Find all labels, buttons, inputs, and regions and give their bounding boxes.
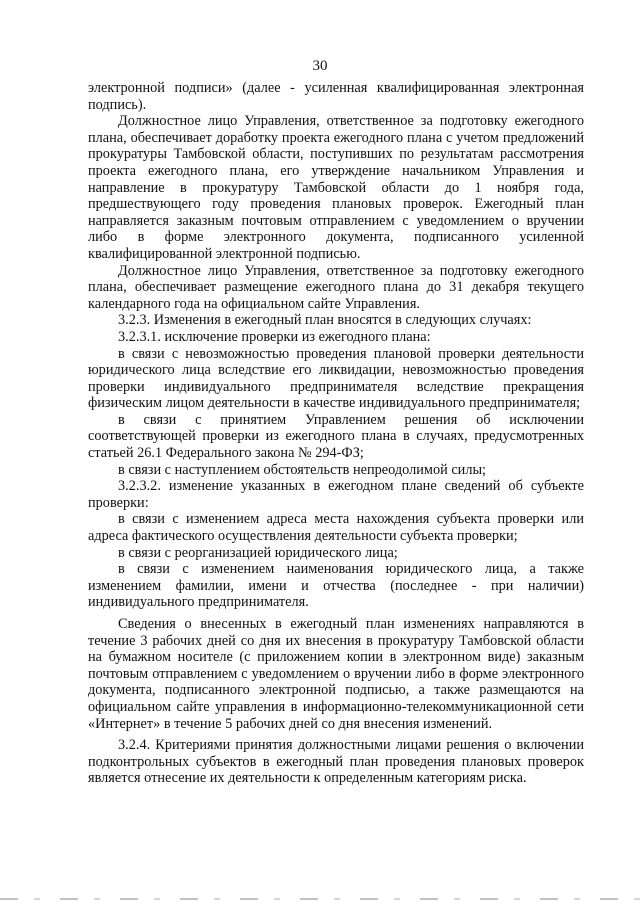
paragraph: Сведения о внесенных в ежегодный план изменениях направляются в течение 3 рабочих дней со дня их внесения в прокуратуру Тамбовской области на бумажном носителе (с приложением копии в электронном виде) заказным почтовым отправлением с уведомлением о вручении либо в форме электронного документа, подписанного электронной подписью, а также размещаются на официальном сайте управления в информационно-телекоммуникационной сети «Интернет» в течение 5 рабочих дней со дня внесения изменений. — [88, 616, 584, 732]
paragraph: в связи с изменением наименования юридического лица, а также изменением фамилии, имени и отчества (последнее - при наличии) индивидуального предпринимателя. — [88, 561, 584, 611]
page-number: 30 — [312, 58, 328, 74]
paragraph: электронной подписи» (далее - усиленная квалифицированная электронная подпись). — [88, 80, 584, 113]
paragraph: 3.2.3.1. исключение проверки из ежегодного плана: — [118, 328, 431, 345]
paragraph: 3.2.4. Критериями принятия должностными лицами решения о включении подконтрольных субъектов в ежегодный план проведения плановых проверок является отнесение их деятельности к определенным категориям риска. — [88, 737, 584, 787]
paragraph: в связи с реорганизацией юридического лица; — [118, 544, 398, 561]
paragraph: в связи с принятием Управлением решения об исключении соответствующей проверки из ежегодного плана в случаях, предусмотренных статьей 26.1 Федерального закона № 294-ФЗ; — [88, 411, 584, 462]
paragraph: в связи с невозможностью проведения плановой проверки деятельности юридического лица вследствие его ликвидации, невозможностью проведения проверки индивидуального предпринимателя вследствие прекращения физическим лицом деятельности в качестве индивидуального предпринимателя; — [88, 345, 584, 412]
paragraph: 3.2.3.2. изменение указанных в ежегодном плане сведений об субъекте проверки: — [88, 478, 584, 511]
scan-artifact-line — [0, 898, 640, 900]
paragraph: в связи с наступлением обстоятельств непреодолимой силы; — [118, 461, 487, 478]
paragraph: Должностное лицо Управления, ответственное за подготовку ежегодного плана, обеспечивает доработку проекта ежегодного плана с учетом предложений прокуратуры Тамбовской области, поступивших по результатам рассмотрения проекта ежегодного плана, его утверждение начальником Управления и направление в прокуратуру Тамбовской области до 1 ноября года, предшествующего году проведения плановых проверок. Ежегодный план направляется заказным почтовым отправлением с уведомлением о вручении либо в форме электронного документа, подписанного усиленной квалифицированной электронной подписью. — [88, 113, 584, 262]
paragraph: Должностное лицо Управления, ответственное за подготовку ежегодного плана, обеспечивает размещение ежегодного плана до 31 декабря текущего календарного года на официальном сайте Управления. — [88, 262, 584, 312]
paragraph: в связи с изменением адреса места нахождения субъекта проверки или адреса фактического осуществления деятельности субъекта проверки; — [88, 511, 584, 545]
paragraph: 3.2.3. Изменения в ежегодный план вносятся в следующих случаях: — [118, 312, 532, 329]
document-body — [88, 80, 584, 787]
